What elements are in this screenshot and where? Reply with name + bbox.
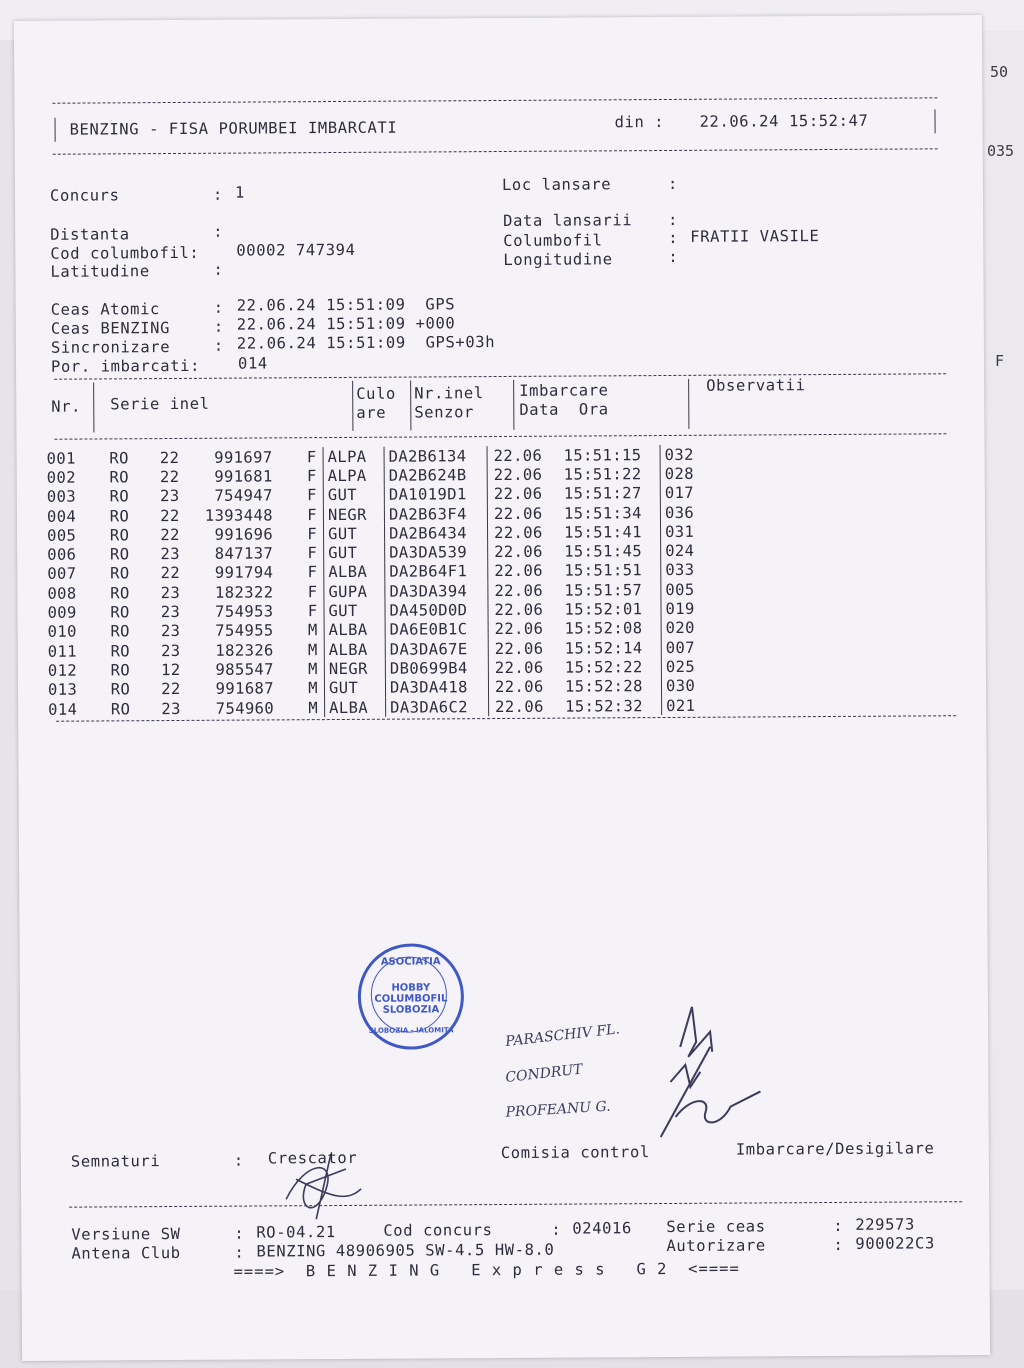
antena-club-value: BENZING 48906905 SW-4.5 HW-8.0 [256, 1240, 555, 1261]
header-bottom-rule [53, 148, 938, 154]
row-sensor: DA2B6434 [384, 523, 487, 543]
row-observation: 030 [661, 676, 726, 696]
por-imbarcati-value: 014 [237, 354, 268, 373]
row-country: RO [109, 506, 130, 525]
row-time: 15:51:51 [564, 561, 643, 581]
distanta-label: Distanta [50, 225, 130, 244]
row-year: 23 [160, 583, 181, 602]
row-time: 15:52:28 [564, 677, 643, 696]
row-year: 23 [160, 602, 181, 622]
row-time: 15:52:32 [565, 696, 644, 716]
row-ring-number: 754955 [215, 621, 274, 641]
sincronizare-label: Sincronizare [50, 338, 171, 357]
pigeon-table [47, 445, 727, 719]
row-date: 22.06 [487, 465, 564, 485]
handwritten-name-3: PROFEANU G. [505, 1098, 612, 1121]
row-date: 22.06 [488, 639, 565, 659]
row-time: 15:51:15 [563, 445, 642, 465]
row-observation: 025 [661, 657, 726, 677]
row-color: ALBA [324, 620, 385, 640]
colon: : [212, 185, 223, 204]
loc-lansare-label: Loc lansare [501, 175, 612, 194]
row-year: 23 [161, 699, 181, 718]
col-imbarcare-header-1: Imbarcare [519, 381, 609, 400]
row-time: 15:51:27 [563, 484, 642, 503]
colon: : [551, 1220, 562, 1239]
row-year: 23 [160, 622, 181, 641]
latitudine-label: Latitudine [50, 262, 150, 281]
row-date: 22.06 [488, 561, 565, 581]
row-observation: 007 [661, 638, 726, 658]
row-sex: F [307, 544, 318, 563]
row-sensor: DA3DA539 [385, 543, 488, 563]
row-sex: F [307, 486, 317, 505]
row-date: 22.06 [488, 600, 565, 620]
row-observation: 021 [662, 695, 727, 715]
concurs-value: 1 [234, 183, 245, 202]
row-time: 15:51:34 [563, 503, 642, 523]
row-year: 22 [159, 448, 180, 467]
row-color: GUT [323, 485, 384, 505]
row-number: 006 [47, 545, 77, 564]
row-sensor: DA3DA418 [385, 678, 488, 698]
data-lansarii-label: Data lansarii [503, 211, 633, 230]
header-divider [688, 379, 689, 429]
row-country: RO [109, 448, 129, 468]
header-divider [93, 382, 94, 432]
row-date: 22.06 [488, 581, 565, 601]
row-country: RO [110, 622, 130, 641]
row-color: ALBA [324, 640, 385, 660]
row-observation: 024 [661, 541, 726, 561]
row-time: 15:52:14 [564, 638, 643, 658]
col-culoare-header-1: Culo [356, 384, 396, 403]
colon: : [833, 1235, 844, 1254]
row-sex: M [307, 640, 318, 659]
row-observation: 019 [661, 599, 726, 619]
row-number: 001 [46, 449, 76, 468]
header-left-border [55, 118, 56, 142]
ceas-benzing-label: Ceas BENZING [50, 319, 171, 338]
edge-note: F [995, 352, 1005, 370]
row-time: 15:51:45 [564, 542, 643, 561]
row-country: RO [110, 699, 131, 718]
row-country: RO [110, 661, 131, 680]
cod-columbofil-label: Cod columbofil: [50, 243, 200, 263]
row-color: ALPA [323, 447, 384, 467]
row-country: RO [110, 603, 130, 622]
row-sensor: DA1019D1 [384, 485, 487, 505]
cod-concurs-label: Cod concurs [383, 1221, 493, 1240]
colon: : [234, 1243, 245, 1262]
row-sex: M [308, 698, 319, 717]
row-ring-number: 991681 [214, 467, 273, 486]
serie-ceas-value: 229573 [855, 1215, 915, 1234]
row-country: RO [110, 641, 131, 660]
row-time: 15:51:22 [563, 465, 642, 484]
table-row [48, 695, 726, 718]
row-ring-number: 1393448 [204, 505, 273, 525]
row-color: GUT [324, 543, 385, 563]
row-country: RO [109, 468, 129, 487]
longitudine-label: Longitudine [503, 250, 613, 269]
colon: : [213, 298, 224, 317]
row-ring-number: 847137 [214, 544, 274, 563]
brand-line: ====> B E N Z I N G E x p r e s s G 2 <==== [233, 1259, 740, 1281]
colon: : [213, 336, 224, 355]
row-sensor: DA3DA6C2 [386, 697, 489, 717]
col-nr-header: Nr. [51, 397, 82, 416]
row-sex: F [307, 582, 318, 601]
row-time: 15:51:57 [564, 580, 643, 600]
row-ring-number: 182322 [214, 583, 274, 602]
row-ring-number: 754947 [214, 486, 273, 505]
row-year: 22 [159, 467, 180, 487]
sincronizare-value: 22.06.24 15:51:09 GPS+03h [236, 333, 496, 353]
col-serie-header: Serie inel [110, 394, 210, 414]
row-sex: F [306, 447, 317, 466]
row-number: 012 [47, 661, 78, 680]
columbofil-value: FRATII VASILE [690, 227, 820, 246]
row-country: RO [110, 564, 130, 583]
footer-rule [69, 1201, 962, 1207]
row-ring-number: 985547 [215, 660, 274, 679]
comisia-control-label: Comisia control [500, 1143, 650, 1163]
serie-ceas-label: Serie ceas [666, 1217, 766, 1237]
row-sensor: DA2B63F4 [384, 504, 487, 524]
row-number: 009 [47, 603, 77, 622]
document-title: BENZING - FISA PORUMBEI IMBARCATI [69, 118, 398, 139]
row-number: 010 [47, 622, 77, 642]
row-sex: F [307, 602, 318, 621]
colon: : [234, 1224, 245, 1243]
row-number: 014 [48, 700, 78, 719]
row-observation: 020 [661, 618, 726, 638]
row-date: 22.06 [489, 696, 566, 716]
row-time: 15:52:01 [564, 600, 643, 619]
row-color: ALBA [324, 562, 385, 582]
row-country: RO [110, 583, 130, 603]
row-sensor: DA2B64F1 [385, 562, 488, 582]
versiune-sw-label: Versiune SW [71, 1224, 181, 1244]
row-date: 22.06 [487, 484, 564, 504]
colon: : [668, 228, 679, 247]
row-observation: 017 [660, 483, 725, 503]
stamp-text-bottom: SLOBOZIA - IALOMITA [368, 1026, 454, 1035]
row-year: 22 [160, 564, 181, 583]
row-sensor: DA6E0B1C [385, 620, 488, 640]
row-date: 22.06 [488, 619, 565, 639]
row-date: 22.06 [487, 523, 564, 543]
cod-concurs-value: 024016 [572, 1219, 632, 1238]
semnaturi-label: Semnaturi [70, 1152, 161, 1171]
antena-club-label: Antena Club [71, 1243, 181, 1263]
document-page [14, 15, 990, 1361]
row-year: 23 [160, 545, 180, 564]
header-divider [352, 381, 353, 431]
row-time: 15:52:08 [564, 619, 643, 638]
row-date: 22.06 [488, 677, 565, 697]
row-number: 004 [46, 507, 77, 526]
row-date: 22.06 [488, 542, 565, 562]
row-year: 23 [160, 641, 181, 660]
colon: : [668, 247, 679, 266]
table-header-bottom-rule [54, 433, 946, 439]
row-number: 008 [47, 584, 77, 603]
row-observation: 033 [661, 560, 726, 580]
row-sex: M [308, 679, 319, 698]
stamp-text-middle: HOBBY COLUMBOFIL SLOBOZIA [374, 982, 448, 1016]
handwritten-name-1: PARASCHIV FL. [504, 1021, 621, 1050]
row-sex: F [307, 563, 318, 582]
col-culoare-header-2: are [356, 403, 387, 422]
issue-date-value: 22.06.24 15:52:47 [699, 111, 869, 131]
row-ring-number: 754953 [215, 602, 274, 621]
header-divider [410, 381, 411, 431]
row-country: RO [109, 526, 130, 545]
row-country: RO [109, 545, 130, 564]
row-color: NEGR [323, 505, 384, 525]
row-date: 22.06 [487, 504, 564, 524]
row-number: 005 [47, 526, 77, 545]
versiune-sw-value: RO-04.21 [256, 1223, 336, 1242]
row-ring-number: 754960 [215, 698, 275, 718]
row-ring-number: 182326 [215, 641, 274, 660]
row-ring-number: 991687 [215, 679, 275, 698]
col-observatii-header: Observatii [706, 376, 806, 395]
row-year: 22 [160, 525, 180, 544]
row-time: 15:52:22 [564, 658, 643, 677]
columbofil-label: Columbofil [503, 231, 603, 250]
association-stamp [358, 943, 465, 1050]
handwritten-name-2: CONDRUT [504, 1061, 584, 1086]
col-nrinel-header-1: Nr.inel [414, 384, 484, 403]
row-number: 003 [46, 487, 77, 507]
row-sex: M [308, 660, 318, 679]
row-sensor: DA3DA394 [385, 581, 488, 601]
row-sensor: DB0699B4 [385, 658, 488, 678]
ceas-benzing-value: 22.06.24 15:51:09 +000 [236, 314, 456, 334]
colon: : [667, 174, 678, 193]
edge-note: 50 [990, 63, 1009, 81]
colon: : [213, 260, 224, 279]
header-right-border [934, 109, 935, 133]
colon: : [213, 317, 224, 336]
row-sensor: DA2B6134 [384, 446, 487, 466]
row-color: GUT [323, 524, 384, 544]
row-ring-number: 991697 [214, 448, 273, 467]
row-time: 15:51:41 [563, 522, 642, 542]
row-number: 002 [46, 468, 76, 487]
edge-note: 035 [987, 142, 1015, 160]
row-observation: 005 [661, 580, 726, 600]
stamp-text-top: ASOCIATIA [380, 956, 441, 968]
row-color: GUT [324, 678, 385, 698]
colon: : [668, 210, 679, 229]
row-observation: 036 [660, 503, 725, 523]
row-number: 007 [47, 565, 77, 584]
row-observation: 028 [660, 464, 725, 484]
ceas-atomic-value: 22.06.24 15:51:09 GPS [236, 295, 456, 315]
row-year: 23 [160, 487, 180, 506]
row-sensor: DA450D0D [385, 600, 488, 620]
row-sex: F [307, 505, 317, 524]
row-color: GUPA [324, 582, 385, 602]
por-imbarcati-label: Por. imbarcati: [50, 356, 201, 376]
row-date: 22.06 [487, 446, 564, 466]
row-observation: 031 [660, 522, 725, 542]
row-sensor: DA3DA67E [385, 639, 488, 659]
row-ring-number: 991696 [214, 525, 274, 544]
row-color: NEGR [324, 659, 385, 679]
row-sex: F [307, 524, 318, 544]
colon: : [833, 1216, 844, 1235]
semnaturi-colon: : [233, 1151, 244, 1170]
header-top-rule [52, 97, 937, 103]
colon: : [213, 222, 224, 241]
imbarcare-desigilare-label: Imbarcare/Desigilare [735, 1139, 935, 1159]
autorizare-value: 900022C3 [855, 1234, 935, 1253]
row-sex: M [307, 621, 318, 640]
crescator-label: Crescator [267, 1148, 358, 1168]
row-country: RO [110, 680, 131, 699]
row-color: ALPA [323, 466, 384, 486]
autorizare-label: Autorizare [666, 1236, 766, 1256]
row-observation: 032 [660, 445, 725, 465]
row-date: 22.06 [488, 658, 565, 678]
col-nrinel-header-2: Senzor [414, 403, 474, 422]
row-color: ALBA [325, 698, 386, 718]
ceas-atomic-label: Ceas Atomic [50, 300, 160, 319]
issue-date-label: din : [614, 112, 665, 132]
row-number: 011 [47, 642, 78, 661]
row-year: 22 [160, 506, 180, 525]
row-year: 12 [161, 660, 181, 679]
header-divider [513, 380, 514, 430]
row-sex: F [306, 467, 317, 486]
col-imbarcare-header-2: Data Ora [519, 400, 609, 419]
row-country: RO [109, 487, 130, 506]
row-sensor: DA2B624B [384, 465, 487, 485]
concurs-label: Concurs [49, 186, 120, 205]
row-year: 22 [161, 680, 181, 699]
row-number: 013 [47, 680, 78, 699]
cod-columbofil-value: 00002 747394 [236, 240, 356, 260]
row-ring-number: 991794 [214, 563, 274, 583]
row-color: GUT [324, 601, 385, 621]
